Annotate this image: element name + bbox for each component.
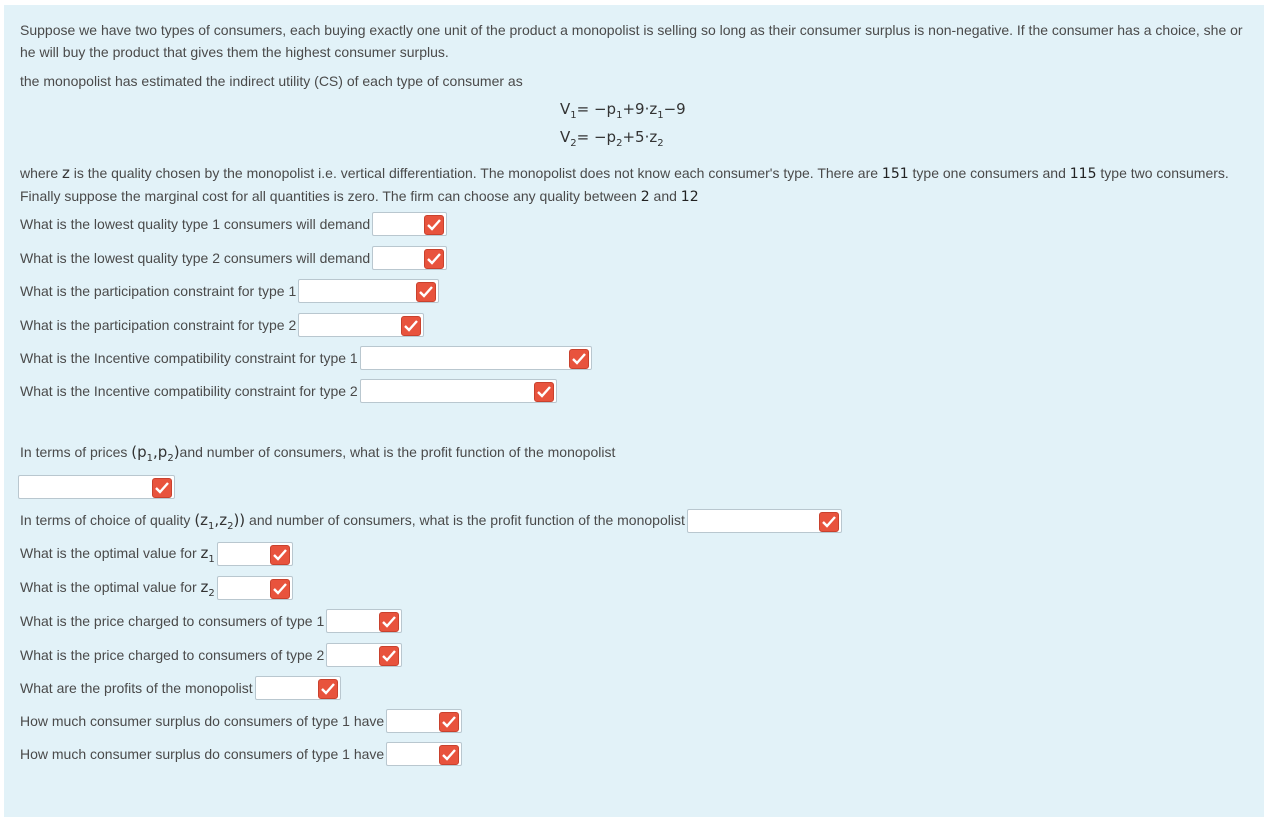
question-label: What are the profits of the monopolist <box>20 680 253 696</box>
answer-input[interactable] <box>687 509 842 533</box>
intro-utility-text: the monopolist has estimated the indirect utility (CS) of each type of consumer as <box>20 73 523 89</box>
answer-input[interactable] <box>255 676 341 700</box>
checkmark-icon <box>152 478 172 498</box>
question-row <box>20 509 842 533</box>
checkmark-icon <box>401 316 421 336</box>
answer-input[interactable] <box>298 279 439 303</box>
answer-input[interactable] <box>298 313 424 337</box>
question-label-profit-prices: In terms of prices $(p_1,p_2)and$ number of consumers, what is the profit function of the monopolist <box>20 443 616 464</box>
checkmark-icon <box>379 646 399 666</box>
answer-input[interactable] <box>326 643 402 667</box>
question-row <box>20 609 402 633</box>
question-row <box>20 576 293 600</box>
question-row <box>20 742 462 766</box>
question-label: What is the lowest quality type 1 consumers will demand <box>20 216 371 232</box>
answer-input[interactable] <box>372 246 447 270</box>
checkmark-icon <box>424 249 444 269</box>
answer-input[interactable] <box>217 542 293 566</box>
checkmark-icon <box>416 282 436 302</box>
question-row <box>20 379 557 403</box>
description-paragraph: where z is the quality chosen by the monopolist i.e. vertical differentiation. The monopolist does not know each consumer's type. There are 151 type one consumers and 115 type two consumers. Finally suppose the marginal cost for all quantities is zero. The firm can choose any quality between 2 and 12 <box>20 164 1229 205</box>
checkmark-icon <box>569 349 589 369</box>
question-label: How much consumer surplus do consumers of type 1 have <box>20 746 385 762</box>
checkmark-icon <box>318 679 338 699</box>
question-label: What is the Incentive compatibility constraint for type 2 <box>20 383 358 399</box>
question-label: What is the price charged to consumers of type 2 <box>20 647 325 663</box>
question-row <box>20 279 439 303</box>
question-row <box>20 313 424 337</box>
question-label: What is the optimal value for $z_2$ <box>20 577 215 599</box>
checkmark-icon <box>819 512 839 532</box>
question-row <box>20 346 592 370</box>
question-label: What is the optimal value for $z_1$ <box>20 543 215 565</box>
answer-input[interactable] <box>386 709 462 733</box>
answer-input[interactable] <box>217 576 293 600</box>
answer-input[interactable] <box>372 212 447 236</box>
question-row <box>20 676 341 700</box>
answer-input[interactable] <box>18 475 175 499</box>
answer-input[interactable] <box>360 379 557 403</box>
question-row <box>20 709 462 733</box>
answer-row-profit-prices <box>18 475 175 499</box>
checkmark-icon <box>439 712 459 732</box>
checkmark-icon <box>270 579 290 599</box>
answer-input[interactable] <box>326 609 402 633</box>
checkmark-icon <box>270 545 290 565</box>
question-label: What is the participation constraint for type 2 <box>20 317 297 333</box>
answer-input[interactable] <box>386 742 462 766</box>
question-label: What is the Incentive compatibility constraint for type 1 <box>20 350 358 366</box>
question-label-profit-quality: In terms of choice of quality $(z_1,z_2)$) and number of consumers, what is the profit function of the monopolist <box>20 510 685 532</box>
equation-v1: $V_1= -p_1+9\cdot z_1-9$ <box>560 100 686 121</box>
equation-v2: $V_2= -p_2+5\cdot z_2$ <box>560 128 664 149</box>
answer-input[interactable] <box>360 346 592 370</box>
checkmark-icon <box>534 382 554 402</box>
checkmark-icon <box>424 215 444 235</box>
question-row <box>20 212 447 236</box>
question-row <box>20 542 293 566</box>
question-label: What is the price charged to consumers of type 1 <box>20 613 325 629</box>
checkmark-icon <box>379 612 399 632</box>
intro-paragraph: Suppose we have two types of consumers, each buying exactly one unit of the product a monopolist is selling so long as their consumer surplus is non-negative. If the consumer has a choice, she or he will buy the product that gives them the highest consumer surplus. <box>20 22 1243 60</box>
question-row <box>20 246 447 270</box>
question-label: What is the lowest quality type 2 consumers will demand <box>20 250 371 266</box>
question-label: How much consumer surplus do consumers of type 1 have <box>20 713 385 729</box>
question-row <box>20 643 402 667</box>
question-label: What is the participation constraint for type 1 <box>20 283 297 299</box>
checkmark-icon <box>439 745 459 765</box>
